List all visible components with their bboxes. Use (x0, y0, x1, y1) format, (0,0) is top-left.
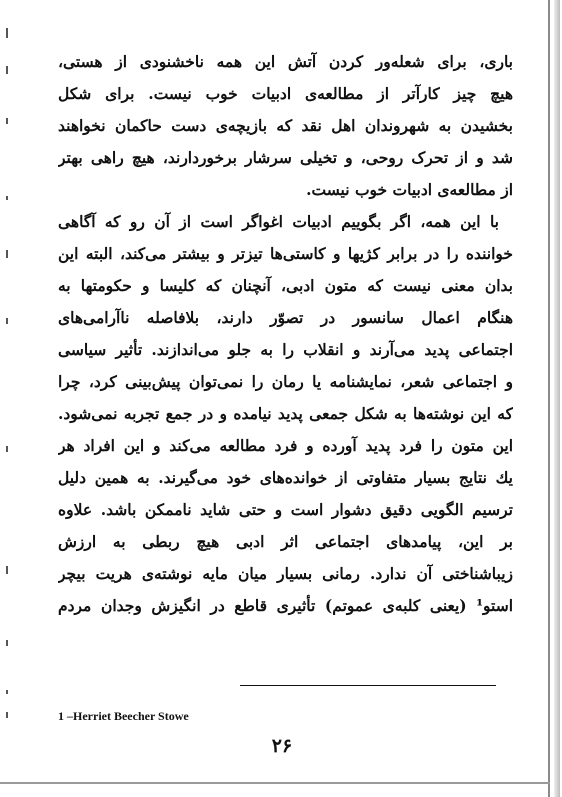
margin-speck (6, 446, 8, 452)
text-line: بر این، پیامدهای اجتماعی اثر ادبی هیچ ربطی به ارزش (58, 532, 513, 551)
margin-speck (6, 28, 8, 38)
text-line: اجتماعی پدید می‌آرند و انقلاب را به جلو می‌اندازند. تأثیر سیاسی (58, 340, 513, 359)
paragraph-1 (58, 46, 513, 206)
text-line: یك نتایج بسیار متفاوتی از خوانده‌های خود می‌گیرند. به همین دلیل (58, 468, 513, 487)
text-line: هنگام اعمال سانسور در تصوّر دارند، بلافاصله ناآرامی‌های (58, 308, 513, 327)
page-right-edge (548, 0, 550, 797)
body-text (58, 46, 513, 622)
page-outer-edge (554, 0, 560, 797)
text-line: زیباشناختی آن ندارد. رمانی بسیار میان مایه نوشته‌ی هریت بیچر (58, 564, 513, 583)
text-line: خواننده را در برابر کژیها و کاستی‌ها تیزتر و بیشتر می‌کند، البته این (58, 244, 513, 263)
paragraph-2 (58, 206, 513, 622)
margin-speck (6, 66, 8, 74)
footnote: 1 –Herriet Beecher Stowe (58, 709, 189, 723)
text-line: استو¹ (یعنی کلبه‌ی عموتم) تأثیری قاطع در انگیزش وجدان مردم (58, 596, 513, 615)
text-line: با این همه، اگر بگوییم ادبیات اغواگر است از آن رو که آگاهی (58, 212, 499, 231)
text-line: باری، برای شعله‌ور کردن آتش این همه ناخشنودی از هستی، (58, 52, 513, 71)
text-line: از مطالعه‌ی ادبیات خوب نیست. (306, 180, 513, 199)
margin-speck (6, 250, 8, 258)
text-line: بدان معنی نیست که متون ادبی، آنچنان که کلیسا و حکومتها به (58, 276, 513, 295)
margin-speck (6, 196, 8, 200)
text-line: هیچ چیز کارآتر از مطالعه‌ی ادبیات خوب نیست. برای شکل (58, 84, 513, 103)
margin-speck (6, 118, 8, 124)
page-number: ۲۶ (271, 735, 293, 757)
margin-speck (6, 690, 8, 694)
text-line: ترسیم الگویی دقیق دشوار است و حتی شاید ناممکن باشد. علاوه (58, 500, 513, 519)
text-line: بخشیدن به شهروندان اهل نقد که بازیچه‌ی دست حاکمان نخواهند (58, 116, 513, 135)
margin-speck (6, 640, 8, 646)
margin-speck (6, 712, 8, 718)
footnote-separator (240, 685, 496, 686)
text-line: شد و از تحرک روحی، و تخیلی سرشار برخوردارند، هیچ راهی بهتر (58, 148, 513, 167)
margin-speck (6, 318, 8, 324)
margin-speck (6, 566, 8, 574)
text-line: و اجتماعی شعر، نمایشنامه یا رمان را نمی‌توان پیش‌بینی کرد، چرا (58, 372, 513, 391)
text-line: این متون را فرد پدید آورده و فرد مطالعه می‌کند و این افراد هر (58, 436, 513, 455)
page-bottom-edge (0, 782, 550, 784)
text-line: که این نوشته‌ها به شکل جمعی پدید نیامده و در جمع تجربه نمی‌شود. (58, 404, 513, 423)
